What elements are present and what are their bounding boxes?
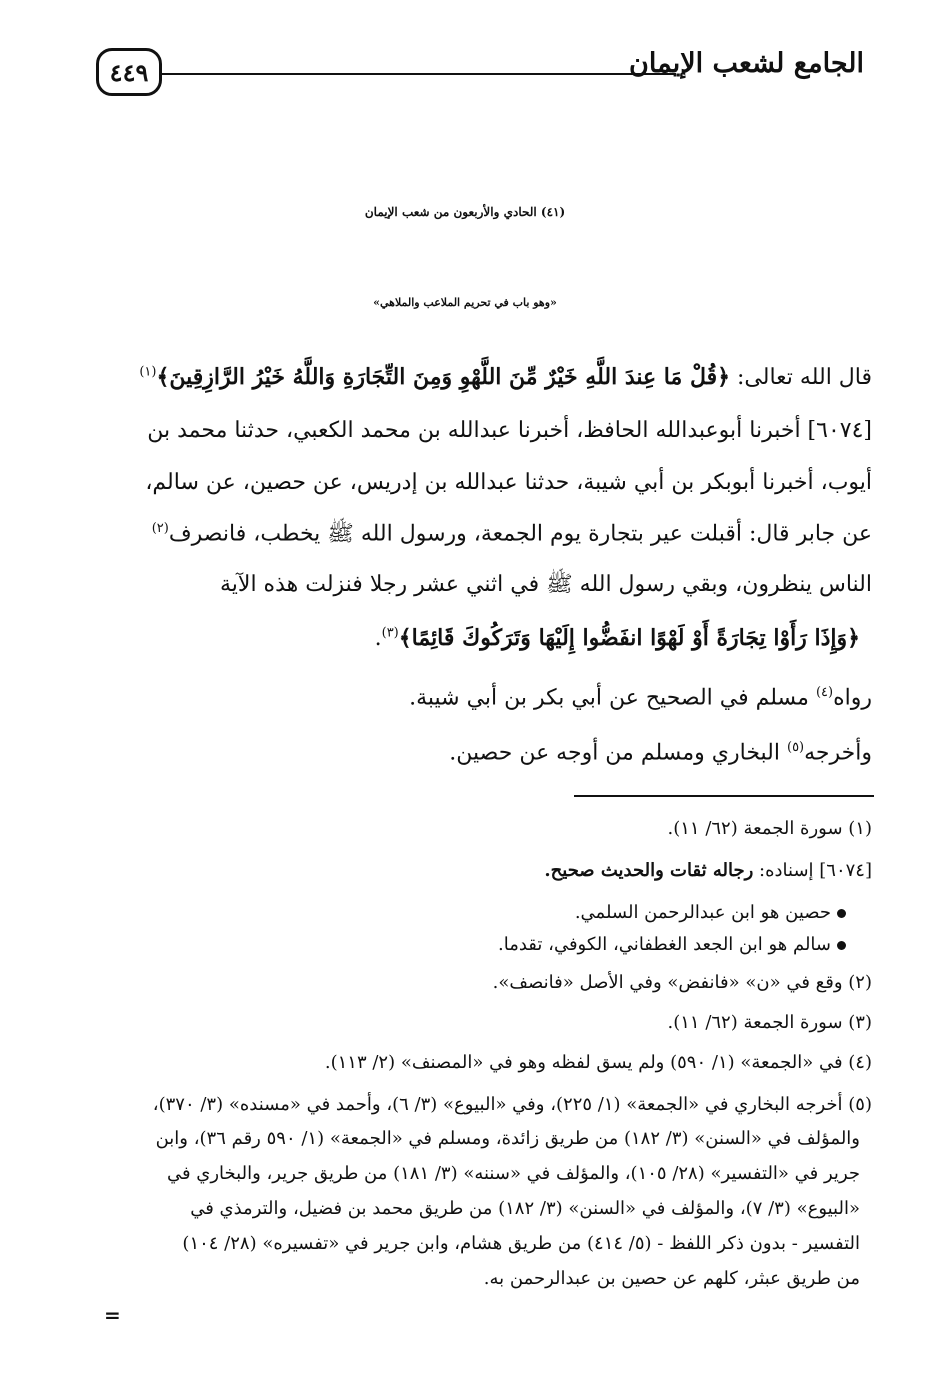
isnad-label: [٦٠٧٤] إسناده: (753, 860, 872, 881)
footnote-separator (574, 795, 874, 797)
footnote-4: (٤) في «الجمعة» (١/ ٥٩٠) ولم يسق لفظه وهو في «المصنف» (٢/ ١١٣). (324, 1052, 872, 1073)
riwayah-text: مسلم في الصحيح عن أبي بكر بن أبي شيبة. (409, 685, 816, 711)
narrator-note-text: سالم هو ابن الجعد الغطفاني، الكوفي، تقدما. (498, 934, 831, 955)
riwayah-pre: رواه (833, 685, 872, 711)
hadith-line: أيوب، أخبرنا أبوبكر بن أبي شيبة، حدثنا عبدالله بن إدريس، عن حصين، عن سالم، (145, 470, 872, 495)
quran-verse: ﴿قُلْ مَا عِندَ اللَّهِ خَيْرٌ مِّنَ اللَّهْوِ وَمِنَ التِّجَارَةِ وَاللَّهُ خَيْرُ الرَّازِقِينَ﴾ (156, 364, 731, 390)
akhrajah-line (449, 740, 872, 767)
chapter-title: (٤١) الحادي والأربعون من شعب الإيمان (364, 205, 566, 219)
akhrajah-text: البخاري ومسلم من أوجه عن حصين. (449, 740, 787, 766)
bullet-icon (837, 909, 846, 918)
isnad-verdict: رجاله ثقات والحديث صحيح. (544, 860, 754, 881)
hadith-text: عن جابر قال: أقبلت عير بتجارة يوم الجمعة، ورسول الله ﷺ يخطب، فانصرف (168, 521, 872, 547)
footnote-5-line: «البيوع» (٣/ ٧)، والمؤلف في «السنن» (٣/ ١٨٢) من طريق محمد بن فضيل، والترمذي في (190, 1198, 860, 1219)
footnote-ref: (٣) (381, 625, 399, 641)
hadith-line (152, 521, 872, 548)
quran-verse: ﴿وَإِذَا رَأَوْا تِجَارَةً أَوْ لَهْوًا انفَضُّوا إِلَيْهَا وَتَرَكُوكَ قَائِمًا﴾ (398, 625, 860, 651)
header-rule (160, 73, 676, 75)
footnote-3: (٣) سورة الجمعة (٦٢/ ١١). (667, 1012, 872, 1033)
riwayah-line (409, 685, 872, 712)
continuation-mark: = (104, 1303, 121, 1327)
hadith-line: [٦٠٧٤] أخبرنا أبوعبدالله الحافظ، أخبرنا عبدالله بن محمد الكعبي، حدثنا محمد بن (147, 418, 872, 443)
footnote-5-line: (٥) أخرجه البخاري في «الجمعة» (١/ ٢٢٥)، وفي «البيوع» (٣/ ٦)، وأحمد في «مسنده» (٣/ ٣٧٠)، (152, 1094, 872, 1115)
footnote-ref: (٥) (786, 740, 805, 755)
verse-end: . (374, 626, 382, 651)
narrator-note (575, 902, 846, 923)
footnote-1: (١) سورة الجمعة (٦٢/ ١١). (667, 818, 872, 839)
footnote-2: (٢) وقع في «ن» «فانفض» وفي الأصل «فانصف». (492, 972, 872, 993)
narrator-note (498, 934, 846, 955)
bullet-icon (837, 941, 846, 950)
footnote-5-line: والمؤلف في «السنن» (٣/ ١٨٢) من طريق زائدة، ومسلم في «الجمعة» (١/ ٥٩٠ رقم ٣٦)، وابن (155, 1128, 860, 1149)
footnote-5-line: من طريق عبثر، كلهم عن حصين بن عبدالرحمن به. (483, 1268, 860, 1289)
verse-line (375, 625, 860, 652)
footnote-5-line: جرير في «التفسير» (٢٨/ ١٠٥)، والمؤلف في «سننه» (٣/ ١٨١) من طريق جرير، والبخاري في (166, 1163, 860, 1184)
akhrajah-pre: وأخرجه (804, 740, 872, 766)
verse-line (139, 364, 872, 391)
chapter-subtitle: «وهو باب في تحريم الملاعب والملاهي» (373, 296, 557, 309)
running-header-title: الجامع لشعب الإيمان (629, 48, 864, 79)
footnote-5-line: التفسير - بدون ذكر اللفظ - (٥/ ٤١٤) من طريق هشام، وابن جرير في «تفسيره» (٢٨/ ١٠٤) (182, 1233, 860, 1254)
hadith-line: الناس ينظرون، وبقي رسول الله ﷺ في اثني عشر رجلا فنزلت هذه الآية (219, 572, 872, 597)
verse-intro: قال الله تعالى: (730, 365, 872, 390)
footnote-ref: (١) (139, 364, 157, 380)
narrator-note-text: حصين هو ابن عبدالرحمن السلمي. (574, 902, 831, 923)
footnote-ref: (٢) (151, 521, 169, 536)
page-number: ٤٤٩ (96, 48, 162, 96)
isnad-note (544, 860, 872, 882)
footnote-ref: (٤) (815, 685, 834, 700)
